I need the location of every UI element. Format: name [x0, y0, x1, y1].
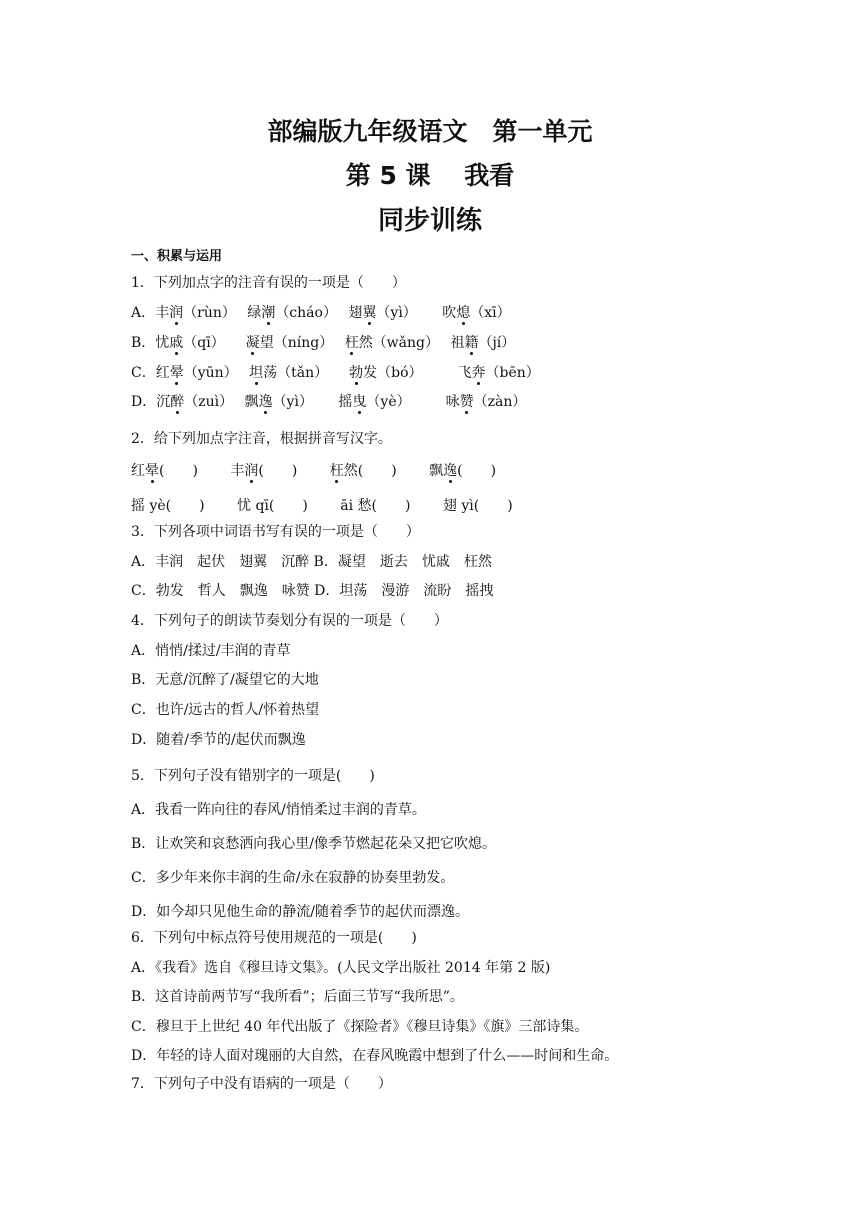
q3-stem: 3．下列各项中词语书写有误的一项是（ ） [131, 524, 420, 540]
text-run: （qī） [183, 335, 246, 351]
text-run: 荡（tǎn） [263, 365, 350, 381]
q1-option-b [131, 334, 515, 352]
text-run: 发（bó） 飞 [363, 365, 472, 381]
text-run: 然（wǎng） 祖 [358, 335, 465, 351]
emphasis-dot-char: 籍 [464, 335, 479, 351]
emphasis-dot-char: 赞 [459, 394, 474, 410]
q2-row-2: 摇 yè( ) 忧 qī( ) āi 愁( ) 翅 yì( ) [131, 498, 513, 514]
text-run: ( ) [457, 463, 497, 479]
q4-option-b: B．无意/沉醉了/凝望它的大地 [131, 672, 319, 688]
q6-option-d: D．年轻的诗人面对瑰丽的大自然，在春风晚霞中想到了什么——时间和生命。 [131, 1048, 619, 1064]
text-run: （yì） 吹 [376, 305, 457, 321]
q3-options-ab: A．丰润 起伏 翅翼 沉醉 B．凝望 逝去 忧戚 枉然 [131, 554, 492, 570]
q5-option-d: D．如今却只见他生命的静流/随着季节的起伏而漂逸。 [131, 904, 469, 920]
lesson-title: 第 5 课 我看 [345, 161, 515, 190]
emphasis-dot-char: 枉 [344, 335, 359, 351]
text-run: D．沉 [131, 394, 171, 410]
emphasis-dot-char: 枉 [329, 463, 344, 479]
emphasis-dot-char: 熄 [456, 305, 471, 321]
emphasis-dot-char: 润 [244, 463, 259, 479]
text-run: （xī） [470, 305, 511, 321]
emphasis-dot-char: 戚 [169, 335, 184, 351]
text-run: 然( ) 飘 [343, 463, 444, 479]
text-run: 红 [131, 463, 145, 479]
emphasis-dot-char: 曳 [352, 394, 367, 410]
q5-stem: 5．下列句子没有错别字的一项是( ) [131, 768, 375, 784]
text-run: （yè） 咏 [366, 394, 460, 410]
q1-option-a [131, 304, 511, 322]
q7-stem: 7．下列句子中没有语病的一项是（ ） [131, 1076, 392, 1092]
text-run: （zàn） [473, 394, 527, 410]
doc-title: 部编版九年级语文 第一单元 [267, 117, 593, 146]
emphasis-dot-char: 勃 [349, 365, 364, 381]
text-run: ( ) 丰 [159, 463, 245, 479]
text-run: A．丰 [131, 305, 170, 321]
emphasis-dot-char: 奔 [471, 365, 486, 381]
q1-option-c [131, 364, 540, 382]
q5-option-c: C．多少年来你丰润的生命/永在寂静的协奏里勃发。 [131, 870, 455, 886]
q2-row-1 [131, 462, 496, 480]
text-run: （zuì） 飘 [184, 394, 259, 410]
emphasis-dot-char: 凝 [245, 335, 260, 351]
text-run: （rùn） 绿 [183, 305, 262, 321]
emphasis-dot-char: 润 [169, 305, 184, 321]
q3-options-cd: C．勃发 哲人 飘逸 咏赞 D．坦荡 漫游 流盼 摇拽 [131, 583, 494, 599]
text-run: （yì） 摇 [272, 394, 353, 410]
q5-option-b: B．让欢笑和哀愁洒向我心里/像季节燃起花朵又把它吹熄。 [131, 836, 497, 852]
q6-option-b: B．这首诗前两节写“我所看”；后面三节写“我所思”。 [131, 989, 464, 1005]
text-run: （jí） [478, 335, 516, 351]
q1-stem: 1．下列加点字的注音有误的一项是（ ） [131, 275, 406, 291]
q4-stem: 4．下列句子的朗读节奏划分有误的一项是（ ） [131, 613, 448, 629]
q6-stem: 6．下列句中标点符号使用规范的一项是( ) [131, 930, 417, 946]
q5-option-a: A．我看一阵向往的春风/悄悄柔过丰润的青草。 [131, 802, 426, 818]
emphasis-dot-char: 晕 [145, 463, 159, 479]
text-run: ( ) [258, 463, 330, 479]
text-run: （yūn） [183, 365, 250, 381]
doc-subtitle: 同步训练 [377, 206, 482, 236]
text-run: （bēn） [485, 365, 540, 381]
emphasis-dot-char: 逸 [258, 394, 273, 410]
q6-option-a: A．《我看》选自《穆旦诗文集》。(人民文学出版社 2014 年第 2 版) [131, 960, 551, 976]
text-run: B．忧 [131, 335, 170, 351]
q2-stem: 2．给下列加点字注音，根据拼音写汉字。 [131, 431, 392, 447]
emphasis-dot-char: 晕 [169, 365, 184, 381]
emphasis-dot-char: 逸 [443, 463, 458, 479]
emphasis-dot-char: 醉 [170, 394, 185, 410]
text-run: （cháo） 翅 [275, 305, 363, 321]
text-run: C．红 [131, 365, 170, 381]
emphasis-dot-char: 潮 [261, 305, 276, 321]
q1-option-d [131, 393, 526, 411]
q4-option-a: A．悄悄/揉过/丰润的青草 [131, 643, 291, 659]
q6-option-c: C．穆旦于上世纪 40 年代出版了《探险者》《穆旦诗集》《旗》三部诗集。 [131, 1019, 589, 1035]
emphasis-dot-char: 翼 [362, 305, 377, 321]
q4-option-c: C．也许/远古的哲人/怀着热望 [131, 702, 320, 718]
emphasis-dot-char: 坦 [249, 365, 264, 381]
q4-option-d: D．随着/季节的/起伏而飘逸 [131, 732, 306, 748]
text-run: 望（níng） [259, 335, 345, 351]
section-heading: 一、积累与运用 [131, 249, 223, 264]
